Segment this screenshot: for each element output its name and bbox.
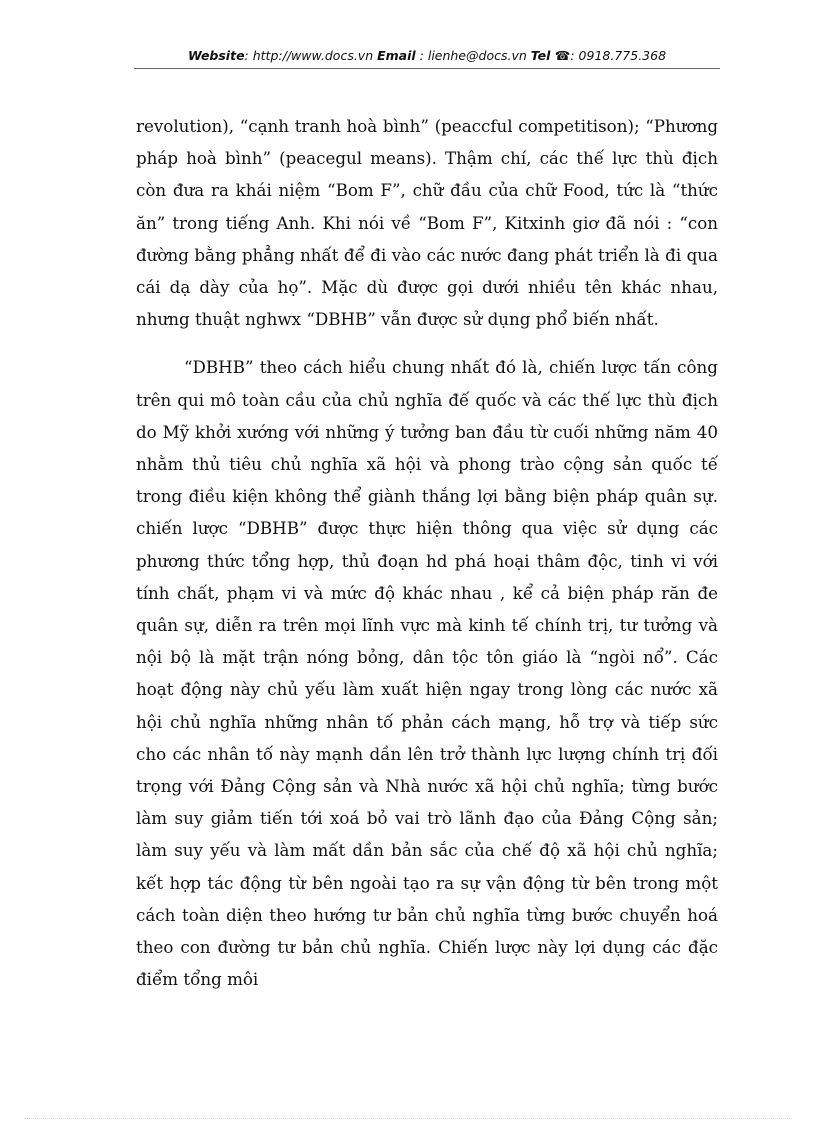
- footer-divider: [24, 1118, 792, 1119]
- tel-label: Tel ☎: [530, 48, 571, 63]
- website-label: Website: [187, 48, 245, 63]
- paragraph-1: revolution), “cạnh tranh hoà bình” (peaccful competitison); “Phương pháp hoà bình” (peacegul means). Thậm chí, các thế lực thù địch còn đưa ra khái niệm “Bom F”, chữ đầu của chữ Food, tức là “thức ăn” trong tiếng Anh. Khi nói về “Bom F”, Kitxinh giơ đã nói : “con đường bằng phẳng nhất để đi vào các nước đang phát triển là đi qua cái dạ dày của họ”. Mặc dù được gọi dưới nhiều tên khác nhau, nhưng thuật nghwx “DBHB” vẫn được sử dụng phổ biến nhất.: [136, 116, 718, 330]
- email-value: : lienhe@docs.vn: [415, 48, 531, 63]
- document-body: [136, 110, 718, 995]
- website-url: : http://www.docs.vn: [244, 48, 378, 63]
- email-label: Email: [377, 48, 416, 63]
- paragraph-2: “DBHB” theo cách hiểu chung nhất đó là, chiến lược tấn công trên qui mô toàn cầu của chủ nghĩa đế quốc và các thế lực thù địch do Mỹ khởi xướng với những ý tưởng ban đầu từ cuối những năm 40 nhằm thủ tiêu chủ nghĩa xã hội và phong trào cộng sản quốc tế trong điều kiện không thể giành thắng lợi bằng biện pháp quân sự. chiến lược “DBHB” được thực hiện thông qua việc sử dụng các phương thức tổng hợp, thủ đoạn hd phá hoại thâm độc, tinh vi với tính chất, phạm vi và mức độ khác nhau , kể cả biện pháp răn đe quân sự, diễn ra trên mọi lĩnh vực mà kinh tế chính trị, tư tưởng và nội bộ là mặt trận nóng bỏng, dân tộc tôn giáo là “ngòi nổ”. Các hoạt động này chủ yếu làm xuất hiện ngay trong lòng các nước xã hội chủ nghĩa những nhân tố phản cách mạng, hỗ trợ và tiếp sức cho các nhân tố này mạnh dần lên trở thành lực lượng chính trị đối trọng với Đảng Cộng sản và Nhà nước xã hội chủ nghĩa; từng bước làm suy giảm tiến tới xoá bỏ vai trò lãnh đạo của Đảng Cộng sản; làm suy yếu và làm mất dần bản sắc của chế độ xã hội chủ nghĩa; kết hợp tác động từ bên ngoài tạo ra sự vận động từ bên trong một cách toàn diện theo hướng tư bản chủ nghĩa từng bước chuyển hoá theo con đường tư bản chủ nghĩa. Chiến lược này lợi dụng các đặc điểm tổng môi: [136, 357, 718, 990]
- page-header: [134, 46, 720, 69]
- tel-value: : 0918.775.368: [570, 48, 667, 63]
